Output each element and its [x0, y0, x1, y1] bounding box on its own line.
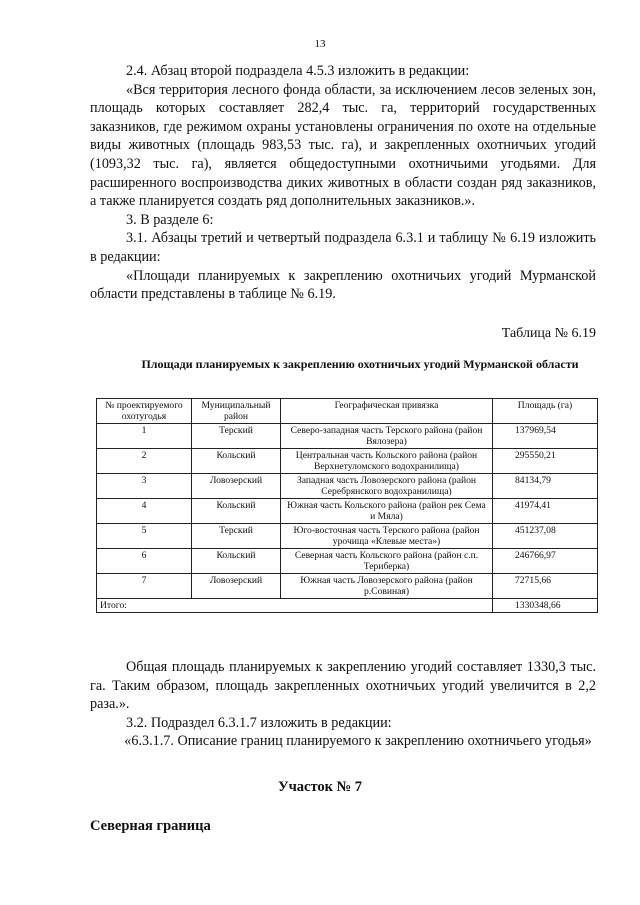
paragraph-quote-areas: «Площади планируемых к закреплению охотничьих угодий Мурманской области представлены в таблице № 6.19.	[90, 267, 596, 303]
row-location: Юго-восточная часть Терского района (район урочища «Клевые места»)	[281, 524, 493, 549]
row-number: 2	[97, 449, 192, 474]
intro-text	[90, 62, 596, 304]
header-area: Площадь (га)	[493, 399, 598, 424]
table-row	[97, 499, 598, 524]
row-area: 246766,97	[493, 549, 598, 574]
header-district: Муниципальный район	[192, 399, 281, 424]
row-district: Ловозерский	[192, 474, 281, 499]
row-area: 72715,66	[493, 574, 598, 599]
table-row	[97, 449, 598, 474]
paragraph-6-3-1-7: «6.3.1.7. Описание границ планируемого к закреплению охотничьего угодья»	[124, 733, 592, 750]
paragraph-total-area: Общая площадь планируемых к закреплению угодий составляет 1330,3 тыс. га. Таким образом, площадь закрепленных охотничьих угодий увеличится в 2,2 раза.».	[90, 659, 596, 713]
paragraph-section-3: 3. В разделе 6:	[126, 211, 214, 228]
table-row	[97, 574, 598, 599]
row-district: Терский	[192, 424, 281, 449]
row-district: Терский	[192, 524, 281, 549]
hunting-areas-table	[96, 398, 598, 613]
row-area: 451237,08	[493, 524, 598, 549]
paragraph-quote-forest: «Вся территория лесного фонда области, за исключением лесов зеленых зон, площадь которых составляет 282,4 тыс. га, территорий государственных заказников, где режимом охраны установлены ограничения по охоте на отдельные виды животных (площадь 983,53 тыс. га), и закрепленных охотничьих угодий (1093,32 тыс. га), является общедоступными охотничьими угодьями. Для расширенного воспроизводства диких животных в области создан ряд заказников, а также планируется создать ряд дополнительных заказников.».	[90, 81, 596, 210]
table-row	[97, 524, 598, 549]
paragraph-3-2: 3.2. Подраздел 6.3.1.7 изложить в редакции:	[126, 714, 392, 731]
total-label: Итого:	[97, 599, 493, 613]
row-location: Северо-западная часть Терского района (район Вялозера)	[281, 424, 493, 449]
row-number: 1	[97, 424, 192, 449]
paragraph-3-1: 3.1. Абзацы третий и четвертый подраздела 6.3.1 и таблицу № 6.19 изложить в редакции:	[90, 230, 596, 265]
row-district: Кольский	[192, 549, 281, 574]
row-area: 84134,79	[493, 474, 598, 499]
row-location: Северная часть Кольского района (район с.п. Териберка)	[281, 549, 493, 574]
after-table-text	[90, 658, 596, 751]
header-number: № проектируемого охотугодья	[97, 399, 192, 424]
total-value: 1330348,66	[493, 599, 598, 613]
row-location: Центральная часть Кольского района (район Верхнетуломского водохранилища)	[281, 449, 493, 474]
table-row	[97, 474, 598, 499]
row-location: Южная часть Ловозерского района (район р.Совиная)	[281, 574, 493, 599]
table-caption: Таблица № 6.19	[501, 326, 596, 341]
subsection-heading: Северная граница	[90, 818, 211, 834]
page-number: 13	[314, 38, 326, 50]
row-area: 137969,54	[493, 424, 598, 449]
row-location: Южная часть Кольского района (район рек Сема и Мяла)	[281, 499, 493, 524]
row-number: 5	[97, 524, 192, 549]
row-number: 3	[97, 474, 192, 499]
section-heading: Участок № 7	[277, 779, 363, 795]
row-location: Западная часть Ловозерского района (район Серебрянского водохранилища)	[281, 474, 493, 499]
row-number: 7	[97, 574, 192, 599]
row-number: 6	[97, 549, 192, 574]
table-row	[97, 549, 598, 574]
row-number: 4	[97, 499, 192, 524]
header-location: Географическая привязка	[281, 399, 493, 424]
row-district: Ловозерский	[192, 574, 281, 599]
paragraph-2-4: 2.4. Абзац второй подраздела 4.5.3 изложить в редакции:	[126, 63, 470, 79]
table-total-row	[97, 599, 598, 613]
table-header-row	[97, 399, 598, 424]
row-district: Кольский	[192, 499, 281, 524]
table-title: Площади планируемых к закреплению охотничьих угодий Мурманской области	[141, 357, 579, 371]
table-row	[97, 424, 598, 449]
row-area: 295550,21	[493, 449, 598, 474]
row-area: 41974,41	[493, 499, 598, 524]
row-district: Кольский	[192, 449, 281, 474]
